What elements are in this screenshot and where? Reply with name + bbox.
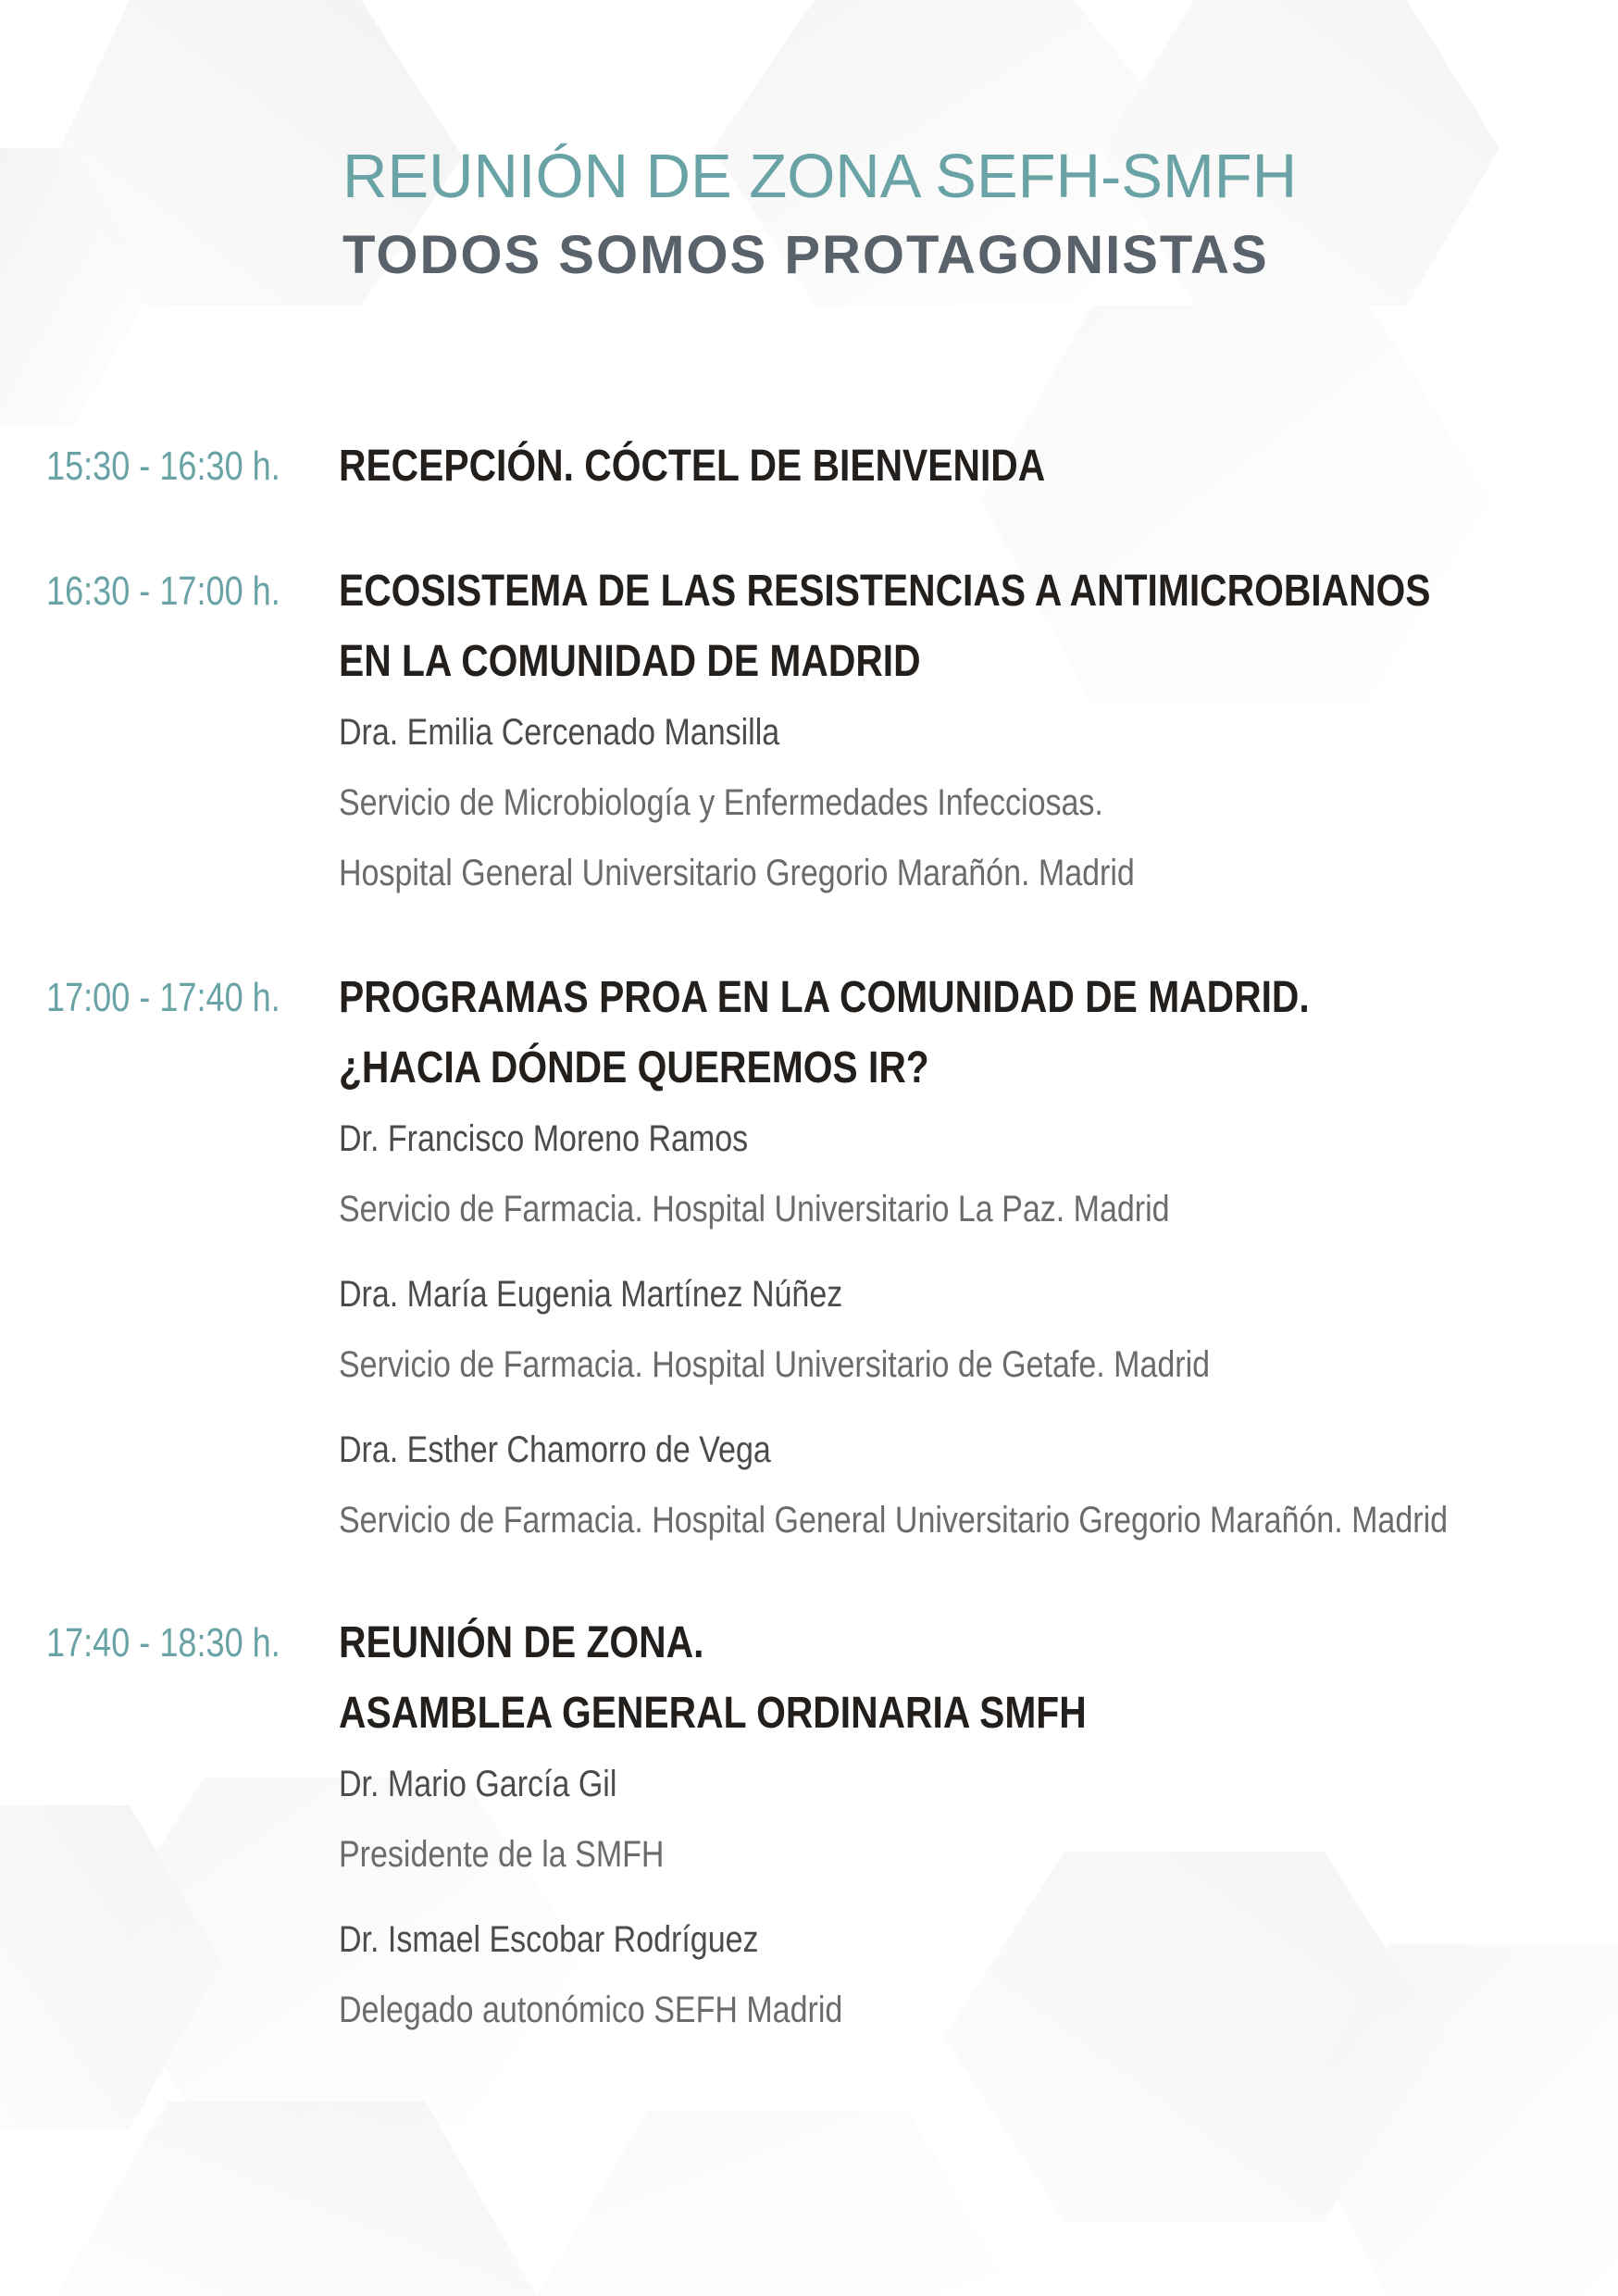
speaker-name: Dra. María Eugenia Martínez Núñez <box>339 1274 843 1315</box>
speaker-affiliation: Delegado autonómico SEFH Madrid <box>339 1990 843 2030</box>
session-title: EN LA COMUNIDAD DE MADRID <box>339 637 921 686</box>
speaker-name: Dr. Ismael Escobar Rodríguez <box>339 1919 759 1960</box>
session-content <box>339 963 1579 1555</box>
event-title: REUNIÓN DE ZONA SEFH-SMFH <box>342 142 1298 211</box>
speaker-name: Dr. Francisco Moreno Ramos <box>339 1118 749 1159</box>
program-header <box>342 139 1298 291</box>
session-title: RECEPCIÓN. CÓCTEL DE BIENVENIDA <box>339 442 1046 491</box>
speaker-affiliation: Hospital General Universitario Gregorio Marañón. Madrid <box>339 853 1135 893</box>
speaker-affiliation: Servicio de Farmacia. Hospital Universitario La Paz. Madrid <box>339 1189 1170 1229</box>
speaker-affiliation: Servicio de Farmacia. Hospital General Universitario Gregorio Marañón. Madrid <box>339 1500 1449 1541</box>
speaker-affiliation: Servicio de Microbiología y Enfermedades Infecciosas. <box>339 782 1103 823</box>
speaker-affiliation: Presidente de la SMFH <box>339 1834 665 1875</box>
session-title: PROGRAMAS PROA EN LA COMUNIDAD DE MADRID. <box>339 973 1310 1022</box>
session-title: REUNIÓN DE ZONA. <box>339 1618 704 1667</box>
event-subtitle: TODOS SOMOS PROTAGONISTAS <box>342 225 1269 285</box>
speaker-name: Dra. Emilia Cercenado Mansilla <box>339 712 780 753</box>
session-time: 15:30 - 16:30 h. <box>46 443 280 489</box>
session-title: ECOSISTEMA DE LAS RESISTENCIAS A ANTIMICROBIANOS <box>339 567 1431 616</box>
speaker-name: Dra. Esther Chamorro de Vega <box>339 1429 771 1470</box>
session-time: 17:40 - 18:30 h. <box>46 1620 280 1666</box>
session-title: ¿HACIA DÓNDE QUEREMOS IR? <box>339 1043 929 1092</box>
session-title: ASAMBLEA GENERAL ORDINARIA SMFH <box>339 1689 1087 1738</box>
speaker-affiliation: Servicio de Farmacia. Hospital Universitario de Getafe. Madrid <box>339 1344 1211 1385</box>
session-content <box>339 431 1579 502</box>
session-content <box>339 1608 1579 2045</box>
session-content <box>339 556 1579 908</box>
speaker-name: Dr. Mario García Gil <box>339 1764 617 1804</box>
session-time: 17:00 - 17:40 h. <box>46 975 280 1020</box>
session-time: 16:30 - 17:00 h. <box>46 568 280 614</box>
